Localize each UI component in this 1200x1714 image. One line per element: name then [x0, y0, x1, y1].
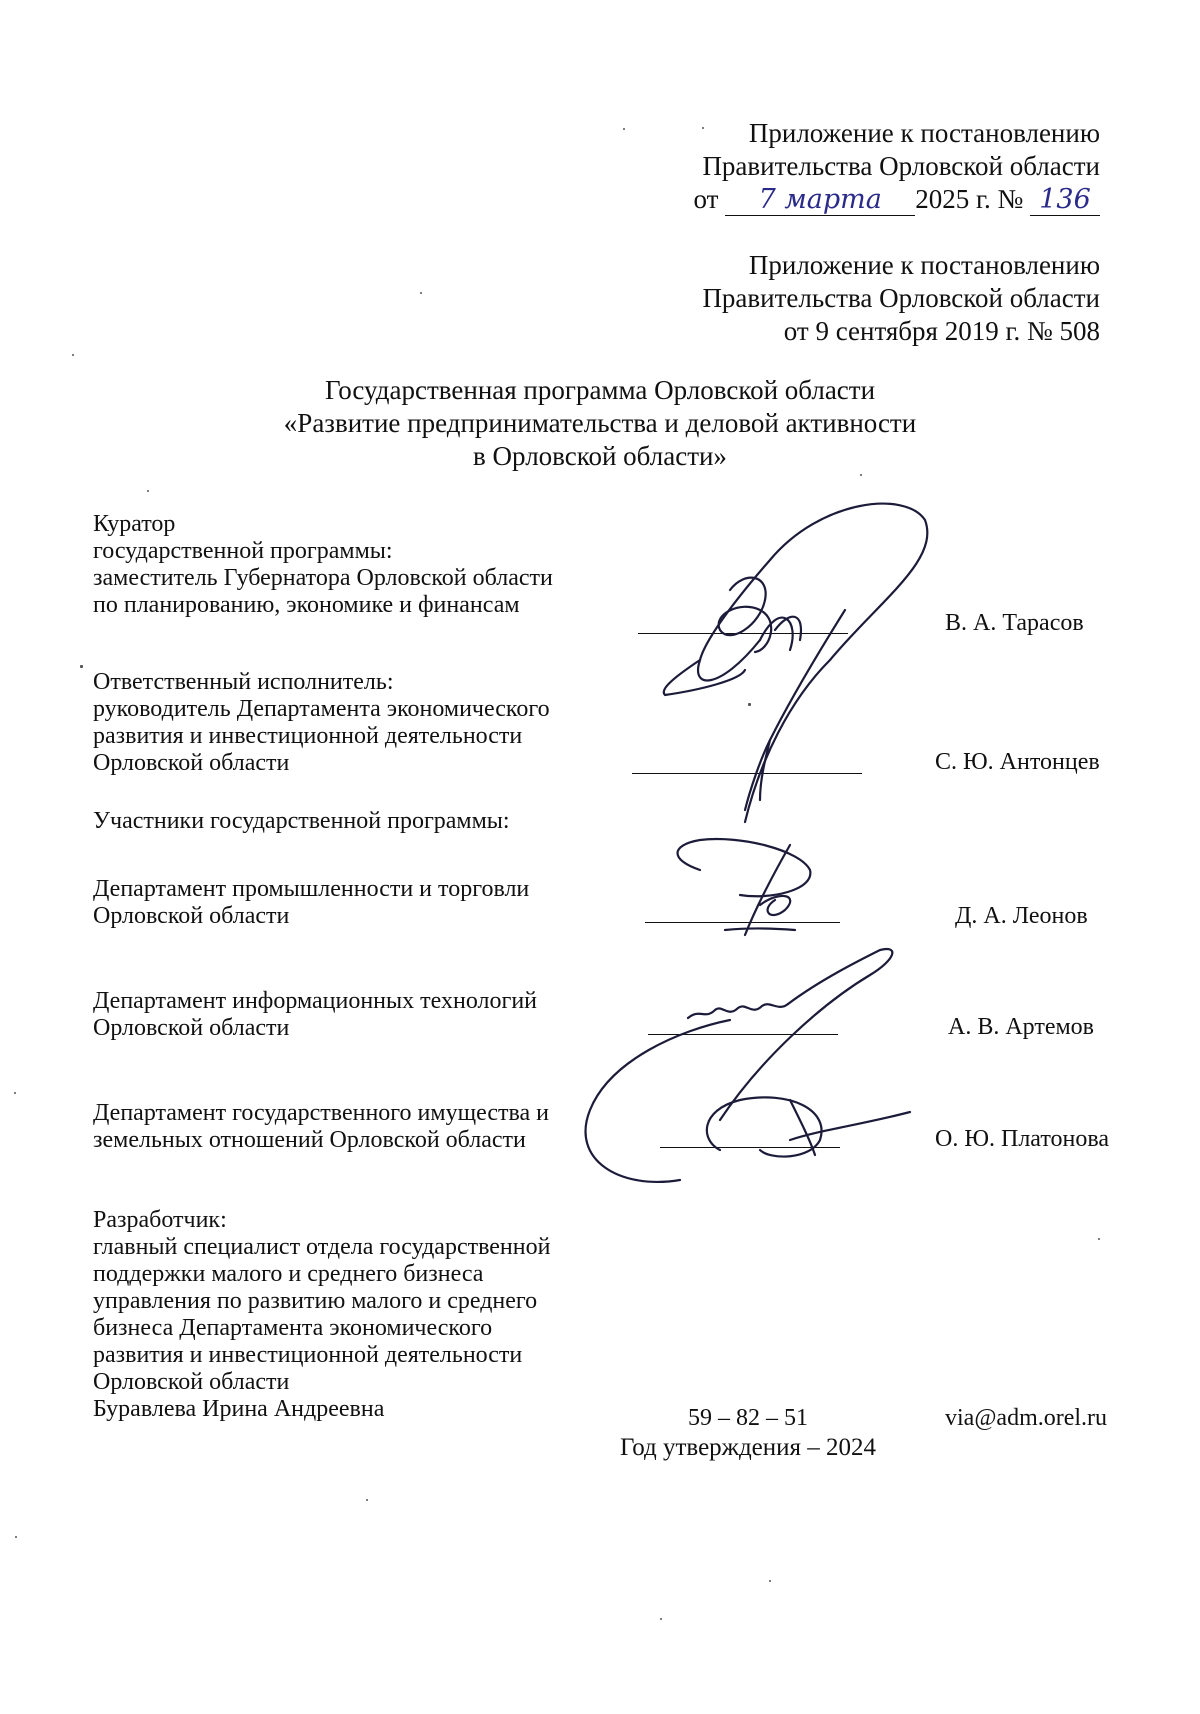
curator-line2: государственной программы: — [93, 538, 393, 564]
participant-3-line1: Департамент государственного имущества и — [93, 1100, 549, 1126]
scan-speck — [366, 1499, 368, 1501]
participants-heading: Участники государственной программы: — [93, 808, 510, 834]
developer-line3: поддержки малого и среднего бизнеса — [93, 1261, 484, 1287]
appendix-new-line1: Приложение к постановлению — [748, 118, 1100, 148]
scan-speck — [1098, 1238, 1100, 1240]
curator-line1: Куратор — [93, 511, 176, 537]
executor-line1: Ответственный исполнитель: — [93, 669, 394, 695]
scan-speck — [748, 703, 751, 706]
developer-phone: 59 – 82 – 51 — [688, 1405, 808, 1431]
developer-line4: управления по развитию малого и среднего — [93, 1288, 538, 1314]
appendix-new-line2: Правительства Орловской области — [702, 151, 1100, 181]
executor-line4: Орловской области — [93, 750, 290, 776]
developer-email: via@adm.orel.ru — [945, 1405, 1108, 1431]
scan-speck — [15, 1536, 17, 1538]
developer-line1: Разработчик: — [93, 1207, 227, 1233]
developer-line2: главный специалист отдела государственной — [93, 1234, 551, 1260]
date-prefix: от — [693, 184, 719, 214]
developer-line7: Орловской области — [93, 1369, 290, 1395]
participant-3-name: О. Ю. Платонова — [935, 1126, 1110, 1152]
participant-1-line1: Департамент промышленности и торговли — [93, 876, 530, 902]
curator-line3: заместитель Губернатора Орловской области — [93, 565, 553, 591]
scan-speck — [623, 128, 625, 130]
participant-2-line2: Орловской области — [93, 1015, 290, 1041]
scan-speck — [769, 1580, 771, 1582]
executor-line3: развития и инвестиционной деятельности — [93, 723, 523, 749]
participant-1-name: Д. А. Леонов — [955, 903, 1088, 929]
executor-name: С. Ю. Антонцев — [935, 749, 1100, 775]
scan-speck — [420, 292, 422, 294]
scan-speck — [660, 1618, 662, 1620]
participant-2-line1: Департамент информационных технологий — [93, 988, 538, 1014]
appendix-old-line3: от 9 сентября 2019 г. № 508 — [783, 316, 1100, 346]
curator-line4: по планированию, экономике и финансам — [93, 592, 520, 618]
scan-speck — [14, 1092, 16, 1094]
developer-line8: Буравлева Ирина Андреевна — [93, 1396, 385, 1422]
handwritten-number: 136 — [1030, 185, 1100, 216]
scan-speck — [147, 490, 149, 492]
title-line1: Государственная программа Орловской области — [324, 375, 876, 405]
participant-1-line2: Орловской области — [93, 903, 290, 929]
handwritten-date: 7 марта — [725, 185, 915, 216]
developer-line6: развития и инвестиционной деятельности — [93, 1342, 523, 1368]
developer-line5: бизнеса Департамента экономического — [93, 1315, 493, 1341]
title-line2: «Развитие предпринимательства и деловой активности — [283, 408, 917, 438]
appendix-old-line1: Приложение к постановлению — [748, 250, 1100, 280]
title-line3: в Орловской области» — [473, 441, 727, 471]
participant-3-line2: земельных отношений Орловской области — [93, 1127, 526, 1153]
participant-2-name: А. В. Артемов — [948, 1014, 1095, 1040]
executor-line2: руководитель Департамента экономического — [93, 696, 550, 722]
scan-speck — [80, 665, 83, 668]
scan-speck — [702, 127, 704, 129]
curator-name: В. А. Тарасов — [945, 610, 1084, 636]
appendix-old-line2: Правительства Орловской области — [702, 283, 1100, 313]
approval-year: Год утверждения – 2024 — [620, 1434, 877, 1461]
scan-speck — [72, 354, 74, 356]
year-suffix: 2025 г. № — [915, 184, 1024, 214]
scan-speck — [860, 474, 862, 476]
